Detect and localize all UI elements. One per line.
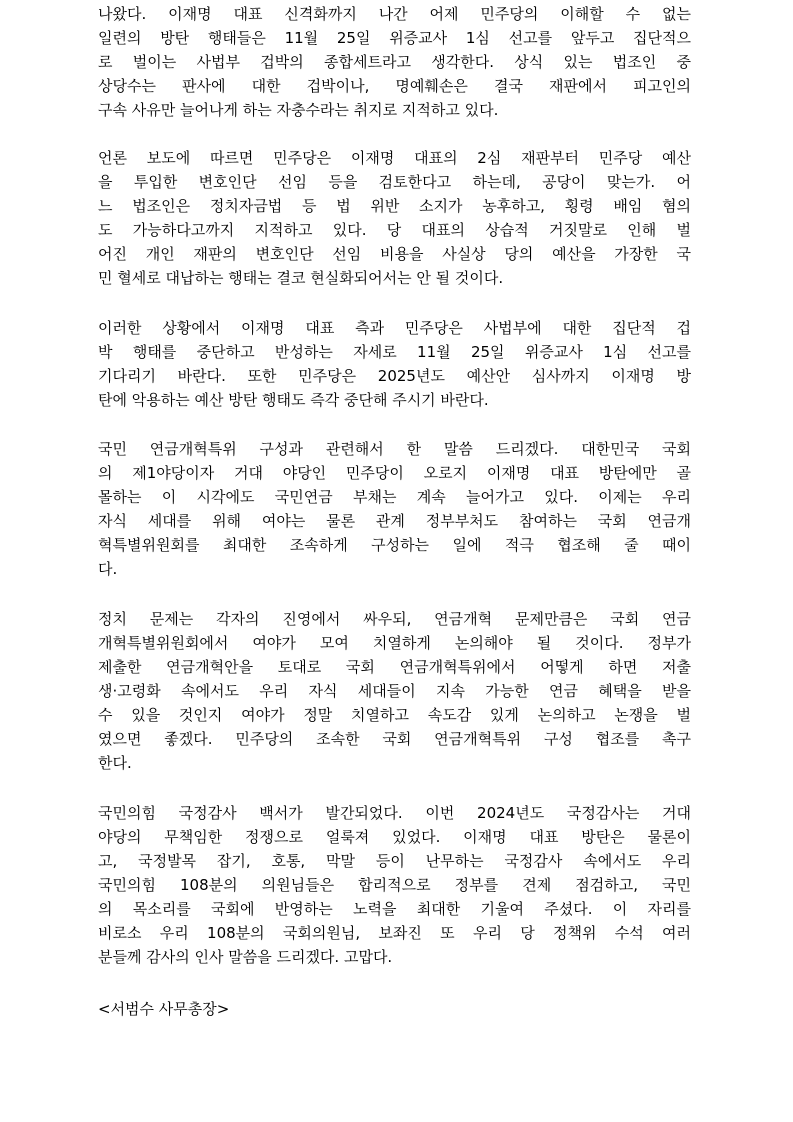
text-line: 의 제1야당이자 거대 야당인 민주당이 오로지 이재명 대표 방탄에만 골	[98, 464, 691, 482]
text-line: 비로소 우리 108분의 국회의원님, 보좌진 또 우리 당 정책위 수석 여러	[98, 924, 691, 942]
text-line: 고, 국정발목 잡기, 호통, 막말 등이 난무하는 국정감사 속에서도 우리	[98, 852, 691, 870]
text-line: 혁특별위원회를 최대한 조속하게 구성하는 일에 적극 협조해 줄 때이	[98, 536, 691, 554]
text-line: 이러한 상황에서 이재명 대표 측과 민주당은 사법부에 대한 집단적 겁	[98, 319, 691, 337]
paragraph-3	[98, 316, 691, 412]
text-line: 느 법조인은 정치자금법 등 법 위반 소지가 농후하고, 횡령 배임 혐의	[98, 197, 691, 215]
text-line: 생·고령화 속에서도 우리 자식 세대들이 지속 가능한 연금 혜택을 받을	[98, 682, 691, 700]
text-line: 정치 문제는 각자의 진영에서 싸우되, 연금개혁 문제만큼은 국회 연금	[98, 610, 691, 628]
text-line: 로 벌이는 사법부 겁박의 종합세트라고 생각한다. 상식 있는 법조인 중	[98, 53, 691, 71]
text-line: 국민의힘 108분의 의원님들은 합리적으로 정부를 견제 점검하고, 국민	[98, 876, 691, 894]
text-line: 일련의 방탄 행태들은 11월 25일 위증교사 1심 선고를 앞두고 집단적으	[98, 29, 691, 47]
text-line: 야당의 무책임한 정쟁으로 얼룩져 있었다. 이재명 대표 방탄은 물론이	[98, 828, 691, 846]
paragraph-4	[98, 437, 691, 581]
text-line: 을 투입한 변호인단 선임 등을 검토한다고 하는데, 공당이 맞는가. 어	[98, 173, 691, 191]
paragraph-5	[98, 607, 691, 775]
text-line: 개혁특별위원회에서 여야가 모여 치열하게 논의해야 될 것이다. 정부가	[98, 634, 691, 652]
text-line: 민 혈세로 대납하는 행태는 결코 현실화되어서는 안 될 것이다.	[98, 269, 504, 287]
text-line: 기다리기 바란다. 또한 민주당은 2025년도 예산안 심사까지 이재명 방	[98, 367, 691, 385]
paragraph-2	[98, 146, 691, 290]
text-line: 국민의힘 국정감사 백서가 발간되었다. 이번 2024년도 국정감사는 거대	[98, 804, 691, 822]
text-line: 상당수는 판사에 대한 겁박이나, 명예훼손은 결국 재판에서 피고인의	[98, 77, 691, 95]
text-line: 한다.	[98, 754, 132, 772]
text-line: 수 있을 것인지 여야가 정말 치열하고 속도감 있게 논의하고 논쟁을 벌	[98, 706, 691, 724]
text-line: 분들께 감사의 인사 말씀을 드리겠다. 고맙다.	[98, 948, 393, 966]
paragraph-6	[98, 801, 691, 969]
paragraph-1	[98, 0, 691, 120]
text-line: 제출한 연금개혁안을 토대로 국회 연금개혁특위에서 어떻게 하면 저출	[98, 658, 691, 676]
text-line: 몰하는 이 시각에도 국민연금 부채는 계속 늘어가고 있다. 이제는 우리	[98, 488, 691, 506]
text-line: 언론 보도에 따르면 민주당은 이재명 대표의 2심 재판부터 민주당 예산	[98, 149, 691, 167]
text-line: 도 가능하다고까지 지적하고 있다. 당 대표의 상습적 거짓말로 인해 벌	[98, 221, 691, 239]
text-line: 탄에 악용하는 예산 방탄 행태도 즉각 중단해 주시기 바란다.	[98, 391, 489, 409]
text-line: 박 행태를 중단하고 반성하는 자세로 11월 25일 위증교사 1심 선고를	[98, 343, 691, 361]
text-line: 의 목소리를 국회에 반영하는 노력을 최대한 기울여 주셨다. 이 자리를	[98, 900, 691, 918]
text-line: 어진 개인 재판의 변호인단 선임 비용을 사실상 당의 예산을 가장한 국	[98, 245, 691, 263]
text-line: 구속 사유만 늘어나게 하는 자충수라는 취지로 지적하고 있다.	[98, 101, 499, 119]
text-line: 다.	[98, 560, 118, 578]
speaker-heading: <서범수 사무총장>	[98, 1000, 230, 1018]
text-line: 자식 세대를 위해 여야는 물론 관계 정부부처도 참여하는 국회 연금개	[98, 512, 691, 530]
text-line: 국민 연금개혁특위 구성과 관련해서 한 말씀 드리겠다. 대한민국 국회	[98, 440, 691, 458]
text-line: 나왔다. 이재명 대표 신격화까지 나간 어제 민주당의 이해할 수 없는	[98, 5, 691, 23]
text-line: 였으면 좋겠다. 민주당의 조속한 국회 연금개혁특위 구성 협조를 촉구	[98, 730, 691, 748]
